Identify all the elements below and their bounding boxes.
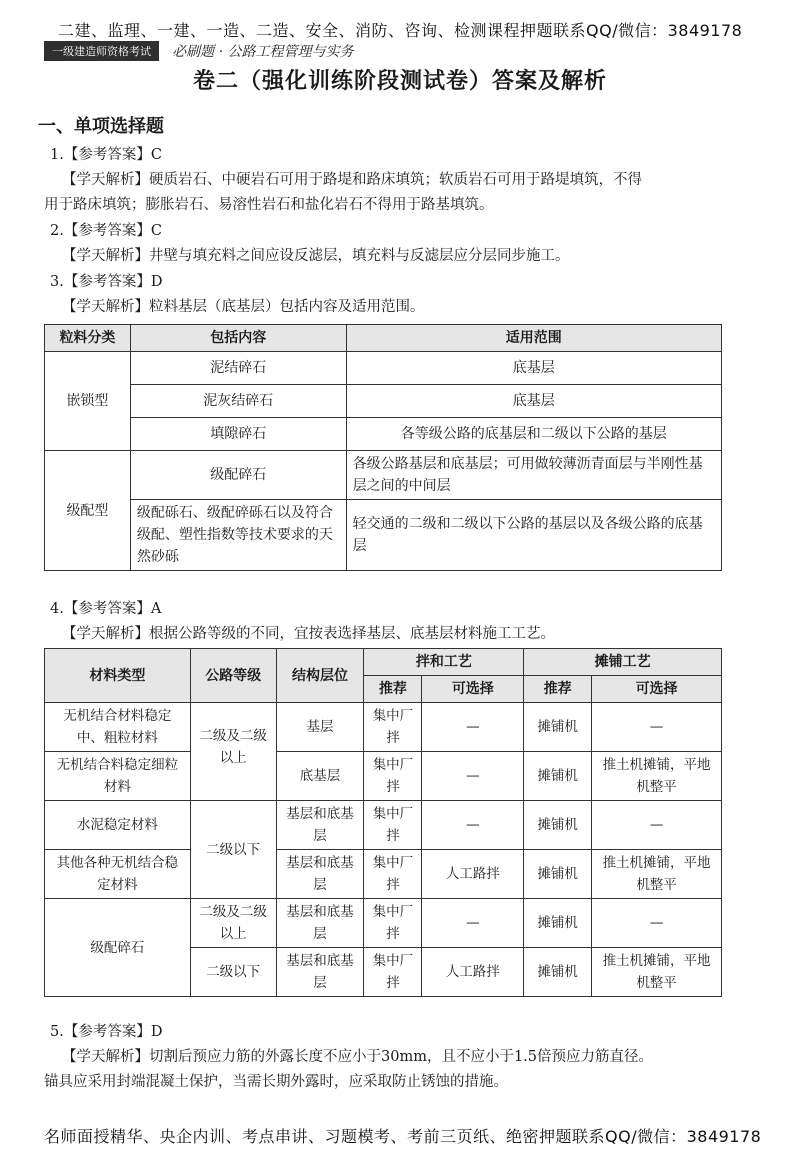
cell-grade: 二级以下	[190, 801, 276, 899]
table-row	[45, 850, 722, 899]
q2-answer: 2.【参考答案】C	[50, 223, 162, 239]
cell-content: 级配砾石、级配碎砾石以及符合级配、塑性指数等技术要求的天然砂砾	[130, 500, 346, 571]
cell-mix-recommend: 集中厂拌	[364, 850, 422, 899]
cell-pave-recommend: 摊铺机	[524, 899, 592, 948]
col-header-grade: 公路等级	[190, 649, 276, 703]
cell-pave-recommend: 摊铺机	[524, 752, 592, 801]
cell-content: 填隙碎石	[130, 418, 346, 451]
table-row	[45, 500, 722, 571]
table-row	[45, 352, 722, 385]
cell-mix-optional: —	[422, 703, 524, 752]
cell-layer: 底基层	[276, 752, 364, 801]
cell-layer: 基层和底基层	[276, 899, 364, 948]
cell-scope: 各等级公路的底基层和二级以下公路的基层	[346, 418, 721, 451]
cell-scope: 各级公路基层和底基层；可用做较薄沥青面层与半刚性基层之间的中间层	[346, 451, 721, 500]
cell-content: 泥灰结碎石	[130, 385, 346, 418]
construction-process-table	[44, 648, 722, 997]
table-row	[45, 451, 722, 500]
cell-grade: 二级及二级以上	[190, 899, 276, 948]
q5-analysis-line2: 锚具应采用封端混凝土保护，当需长期外露时，应采取防止锈蚀的措施。	[44, 1074, 508, 1090]
col-header-mix-optional: 可选择	[422, 676, 524, 703]
cell-mix-recommend: 集中厂拌	[364, 703, 422, 752]
cell-layer: 基层	[276, 703, 364, 752]
cell-material: 级配碎石	[45, 899, 191, 997]
section-heading: 一、单项选择题	[38, 116, 164, 137]
cell-mix-recommend: 集中厂拌	[364, 899, 422, 948]
cell-mix-optional: 人工路拌	[422, 850, 524, 899]
q3-answer: 3.【参考答案】D	[50, 274, 163, 290]
cell-pave-recommend: 摊铺机	[524, 850, 592, 899]
table-row	[45, 899, 722, 948]
cell-pave-optional: —	[592, 703, 722, 752]
cell-mix-optional: —	[422, 752, 524, 801]
cell-content: 级配碎石	[130, 451, 346, 500]
cell-mix-optional: —	[422, 801, 524, 850]
col-header-layer: 结构层位	[276, 649, 364, 703]
cell-material: 无机结合料稳定细粒材料	[45, 752, 191, 801]
q4-answer: 4.【参考答案】A	[50, 601, 162, 617]
cell-pave-optional: 推土机摊铺，平地机整平	[592, 948, 722, 997]
cell-layer: 基层和底基层	[276, 801, 364, 850]
col-header-scope: 适用范围	[346, 325, 721, 352]
cell-material: 水泥稳定材料	[45, 801, 191, 850]
granular-base-table	[44, 324, 722, 571]
cell-mix-optional: —	[422, 899, 524, 948]
q5-analysis-line1: 【学天解析】切割后预应力筋的外露长度不应小于30mm，且不应小于1.5倍预应力筋直径。	[62, 1049, 654, 1065]
cell-mix-optional: 人工路拌	[422, 948, 524, 997]
table-header-row	[45, 325, 722, 352]
table-row	[45, 752, 722, 801]
table-row	[45, 385, 722, 418]
cell-grade: 二级及二级以上	[190, 703, 276, 801]
book-subtitle: 必刷题 · 公路工程管理与实务	[172, 43, 354, 60]
cell-pave-optional: —	[592, 801, 722, 850]
cell-scope: 底基层	[346, 352, 721, 385]
col-header-paving: 摊铺工艺	[524, 649, 722, 676]
q1-analysis-line2: 用于路床填筑；膨胀岩石、易溶性岩石和盐化岩石不得用于路基填筑。	[44, 197, 494, 213]
bottom-contact-banner: 名师面授精华、央企内训、考点串讲、习题模考、考前三页纸、绝密押题联系QQ/微信：3849178	[44, 1127, 762, 1146]
cell-scope: 轻交通的二级和二级以下公路的基层以及各级公路的底基层	[346, 500, 721, 571]
q2-analysis: 【学天解析】井壁与填充料之间应设反滤层，填充料与反滤层应分层同步施工。	[62, 248, 570, 264]
col-header-material: 材料类型	[45, 649, 191, 703]
col-header-pave-optional: 可选择	[592, 676, 722, 703]
q3-analysis: 【学天解析】粒料基层（底基层）包括内容及适用范围。	[62, 299, 425, 315]
cell-pave-optional: 推土机摊铺，平地机整平	[592, 850, 722, 899]
cell-mix-recommend: 集中厂拌	[364, 752, 422, 801]
cell-pave-recommend: 摊铺机	[524, 703, 592, 752]
col-header-category: 粒料分类	[45, 325, 131, 352]
cell-pave-optional: —	[592, 899, 722, 948]
cell-content: 泥结碎石	[130, 352, 346, 385]
col-header-pave-recommend: 推荐	[524, 676, 592, 703]
cell-material: 无机结合材料稳定中、粗粒材料	[45, 703, 191, 752]
q5-answer: 5.【参考答案】D	[50, 1024, 163, 1040]
q1-analysis-line1: 【学天解析】硬质岩石、中硬岩石可用于路堤和路床填筑；软质岩石可用于路堤填筑，不得	[62, 172, 642, 188]
cell-scope: 底基层	[346, 385, 721, 418]
q4-analysis: 【学天解析】根据公路等级的不同，宜按表选择基层、底基层材料施工工艺。	[62, 626, 555, 642]
col-header-mixing: 拌和工艺	[364, 649, 524, 676]
cell-pave-optional: 推土机摊铺，平地机整平	[592, 752, 722, 801]
table-header-row	[45, 649, 722, 676]
cell-pave-recommend: 摊铺机	[524, 948, 592, 997]
group-graded: 级配型	[45, 451, 131, 571]
table-row	[45, 703, 722, 752]
cell-mix-recommend: 集中厂拌	[364, 948, 422, 997]
cell-pave-recommend: 摊铺机	[524, 801, 592, 850]
table-row	[45, 418, 722, 451]
table-row	[45, 801, 722, 850]
col-header-mix-recommend: 推荐	[364, 676, 422, 703]
cell-material: 其他各种无机结合稳定材料	[45, 850, 191, 899]
group-interlock: 嵌锁型	[45, 352, 131, 451]
page-title: 卷二（强化训练阶段测试卷）答案及解析	[192, 69, 607, 94]
exam-tag: 一级建造师资格考试	[44, 41, 159, 61]
q1-answer: 1.【参考答案】C	[50, 147, 162, 163]
col-header-content: 包括内容	[130, 325, 346, 352]
top-contact-banner: 二建、监理、一建、一造、二造、安全、消防、咨询、检测课程押题联系QQ/微信：3849178	[58, 21, 743, 40]
cell-layer: 基层和底基层	[276, 850, 364, 899]
cell-layer: 基层和底基层	[276, 948, 364, 997]
cell-grade: 二级以下	[190, 948, 276, 997]
running-header	[44, 40, 353, 60]
cell-mix-recommend: 集中厂拌	[364, 801, 422, 850]
